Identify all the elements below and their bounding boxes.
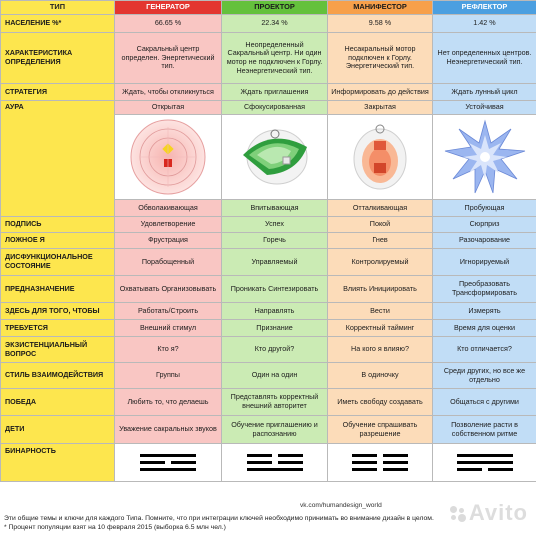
cell: Влиять Инициировать xyxy=(328,276,433,303)
cell: Представлять корректный внешний авторитет xyxy=(222,389,328,416)
line-segment xyxy=(488,468,513,471)
cell: 1.42 % xyxy=(433,15,536,33)
row-label: СТИЛЬ ВЗАИМОДЕЙСТВИЯ xyxy=(1,363,115,389)
row-label: ДИСФУНКЦИОНАЛЬНОЕ СОСТОЯНИЕ xyxy=(1,249,115,276)
line-segment xyxy=(247,468,303,471)
cell: Горечь xyxy=(222,233,328,249)
cell: Ждать, чтобы откликнуться xyxy=(115,84,222,101)
line-segment xyxy=(352,461,377,464)
cell: Внешний стимул xyxy=(115,320,222,337)
line-segment xyxy=(247,454,272,457)
solid-line xyxy=(457,454,513,457)
cell: Направлять xyxy=(222,303,328,320)
header-projector: ПРОЕКТОР xyxy=(222,1,328,15)
aura-image-cell xyxy=(115,115,222,200)
table-row xyxy=(1,15,536,33)
footer-line-1: Эти общие темы и ключи для каждого Типа. Помните, что при интеграции ключей необходимо принимать во внимание дизайн в целом. xyxy=(4,515,434,522)
line-segment xyxy=(278,454,303,457)
cell: Управляемый xyxy=(222,249,328,276)
cell: Сфокусированная xyxy=(222,101,328,115)
cell: Работать/Строить xyxy=(115,303,222,320)
table-row xyxy=(1,276,536,303)
table-row xyxy=(1,233,536,249)
binary-cell xyxy=(328,444,433,482)
cell: Иметь свободу создавать xyxy=(328,389,433,416)
cell: Кто отличается? xyxy=(433,337,536,363)
cell: Разочарование xyxy=(433,233,536,249)
cell: Контролируемый xyxy=(328,249,433,276)
table-row xyxy=(1,337,536,363)
cell: Покой xyxy=(328,217,433,233)
cell: Отталкивающая xyxy=(328,200,433,217)
line-segment xyxy=(457,461,513,464)
table-row xyxy=(1,84,536,101)
broken-line xyxy=(247,461,303,464)
generator-aura-icon xyxy=(120,117,216,197)
table-row xyxy=(1,303,536,320)
cell: Несакральный мотор подключен к Горлу. Энергетический тип. xyxy=(328,33,433,84)
cell: Обучение спрашивать разрешение xyxy=(328,416,433,444)
avito-logo-icon xyxy=(450,506,466,522)
row-label: ТРЕБУЕТСЯ xyxy=(1,320,115,337)
cell: Общаться с другими xyxy=(433,389,536,416)
solid-line xyxy=(140,454,196,457)
row-label: ПОДПИСЬ xyxy=(1,217,115,233)
row-label: НАСЕЛЕНИЕ %* xyxy=(1,15,115,33)
generator-binary-lines xyxy=(117,454,219,471)
table-row xyxy=(1,101,536,115)
cell: Сюрприз xyxy=(433,217,536,233)
broken-line xyxy=(352,461,408,464)
cell: Впитывающая xyxy=(222,200,328,217)
cell: Удовлетворение xyxy=(115,217,222,233)
aura-image-cell xyxy=(328,115,433,200)
line-segment xyxy=(140,454,196,457)
header-reflector: РЕФЛЕКТОР xyxy=(433,1,536,15)
cell: Обволакивающая xyxy=(115,200,222,217)
aura-image-cell xyxy=(433,115,536,200)
cell: Пробующая xyxy=(433,200,536,217)
row-label: АУРА xyxy=(1,101,115,217)
binary-row xyxy=(1,444,536,482)
cell: На кого я влияю? xyxy=(328,337,433,363)
header-generator: ГЕНЕРАТОР xyxy=(115,1,222,15)
line-segment xyxy=(140,461,165,464)
line-segment xyxy=(457,454,513,457)
cell: Любить то, что делаешь xyxy=(115,389,222,416)
cell: Фрустрация xyxy=(115,233,222,249)
reflector-aura-icon xyxy=(437,117,533,197)
cell: Уважение сакральных звуков xyxy=(115,416,222,444)
line-segment xyxy=(278,461,303,464)
cell: Сакральный центр определен. Энергетический тип. xyxy=(115,33,222,84)
table-row xyxy=(1,320,536,337)
aura-image-cell xyxy=(222,115,328,200)
line-segment xyxy=(383,461,408,464)
header-row xyxy=(1,1,536,15)
table-row xyxy=(1,249,536,276)
broken-line xyxy=(352,468,408,471)
watermark-text: Avito xyxy=(468,500,528,525)
cell: Закрытая xyxy=(328,101,433,115)
footer-line-2: * Процент популяции взят на 10 февраля 2015 (выборка 6.5 млн чел.) xyxy=(4,524,226,531)
line-segment xyxy=(352,454,377,457)
cell: Один на один xyxy=(222,363,328,389)
table-row xyxy=(1,416,536,444)
cell: Охватывать Организовывать xyxy=(115,276,222,303)
cell: 9.58 % xyxy=(328,15,433,33)
broken-line xyxy=(247,454,303,457)
row-label: ХАРАКТЕРИСТИКА ОПРЕДЕЛЕНИЯ xyxy=(1,33,115,84)
table-row xyxy=(1,389,536,416)
manifestor-binary-lines xyxy=(330,454,430,471)
cell: Порабощенный xyxy=(115,249,222,276)
cell: Позволение расти в собственном ритме xyxy=(433,416,536,444)
cell: Кто другой? xyxy=(222,337,328,363)
row-label: БИНАРНОСТЬ xyxy=(1,444,115,482)
cell: Ждать приглашения xyxy=(222,84,328,101)
line-segment xyxy=(457,468,482,471)
line-segment xyxy=(140,468,196,471)
table-row xyxy=(1,217,536,233)
cell: Ждать лунный цикл xyxy=(433,84,536,101)
cell: Признание xyxy=(222,320,328,337)
cell: Обучение приглашению и распознанию xyxy=(222,416,328,444)
cell: Кто я? xyxy=(115,337,222,363)
broken-line xyxy=(457,468,513,471)
cell: Преобразовать Трансформировать xyxy=(433,276,536,303)
row-label: ЛОЖНОЕ Я xyxy=(1,233,115,249)
line-segment xyxy=(383,468,408,471)
cell: Вести xyxy=(328,303,433,320)
row-label: ДЕТИ xyxy=(1,416,115,444)
solid-line xyxy=(140,468,196,471)
row-label: ПОБЕДА xyxy=(1,389,115,416)
cell: Открытая xyxy=(115,101,222,115)
cell: Среди других, но все же отдельно xyxy=(433,363,536,389)
broken-line xyxy=(140,461,196,464)
cell: 66.65 % xyxy=(115,15,222,33)
manifestor-aura-icon xyxy=(332,117,428,197)
line-segment xyxy=(352,468,377,471)
cell: Неопределенный Сакральный центр. Ни один мотор не подключен к Горлу. Неэнергетический тип. xyxy=(222,33,328,84)
cell: В одиночку xyxy=(328,363,433,389)
cell: Информировать до действия xyxy=(328,84,433,101)
broken-line xyxy=(352,454,408,457)
table-row xyxy=(1,33,536,84)
header-manifestor: МАНИФЕСТОР xyxy=(328,1,433,15)
cell: Игнорируемый xyxy=(433,249,536,276)
row-label: ПРЕДНАЗНАЧЕНИЕ xyxy=(1,276,115,303)
table-row xyxy=(1,363,536,389)
watermark xyxy=(450,500,528,526)
cell: Измерять xyxy=(433,303,536,320)
projector-binary-lines xyxy=(224,454,325,471)
row-label: ЗДЕСЬ ДЛЯ ТОГО, ЧТОБЫ xyxy=(1,303,115,320)
cell: 22.34 % xyxy=(222,15,328,33)
cell: Устойчивая xyxy=(433,101,536,115)
cell: Время для оценки xyxy=(433,320,536,337)
line-segment xyxy=(247,461,272,464)
row-label: ЭКЗИСТЕНЦИАЛЬНЫЙ ВОПРОС xyxy=(1,337,115,363)
binary-cell xyxy=(115,444,222,482)
solid-line xyxy=(247,468,303,471)
cell: Корректный тайминг xyxy=(328,320,433,337)
projector-aura-icon xyxy=(227,117,323,197)
binary-cell xyxy=(433,444,536,482)
header-type: ТИП xyxy=(1,1,115,15)
solid-line xyxy=(457,461,513,464)
cell: Гнев xyxy=(328,233,433,249)
binary-cell xyxy=(222,444,328,482)
reflector-binary-lines xyxy=(435,454,534,471)
row-label: СТРАТЕГИЯ xyxy=(1,84,115,101)
line-segment xyxy=(383,454,408,457)
cell: Проникать Синтезировать xyxy=(222,276,328,303)
line-segment xyxy=(171,461,196,464)
cell: Группы xyxy=(115,363,222,389)
cell: Нет определенных центров. Неэнергетический тип. xyxy=(433,33,536,84)
cell: Успех xyxy=(222,217,328,233)
source-credit: vk.com/humandesign_world xyxy=(300,502,382,509)
